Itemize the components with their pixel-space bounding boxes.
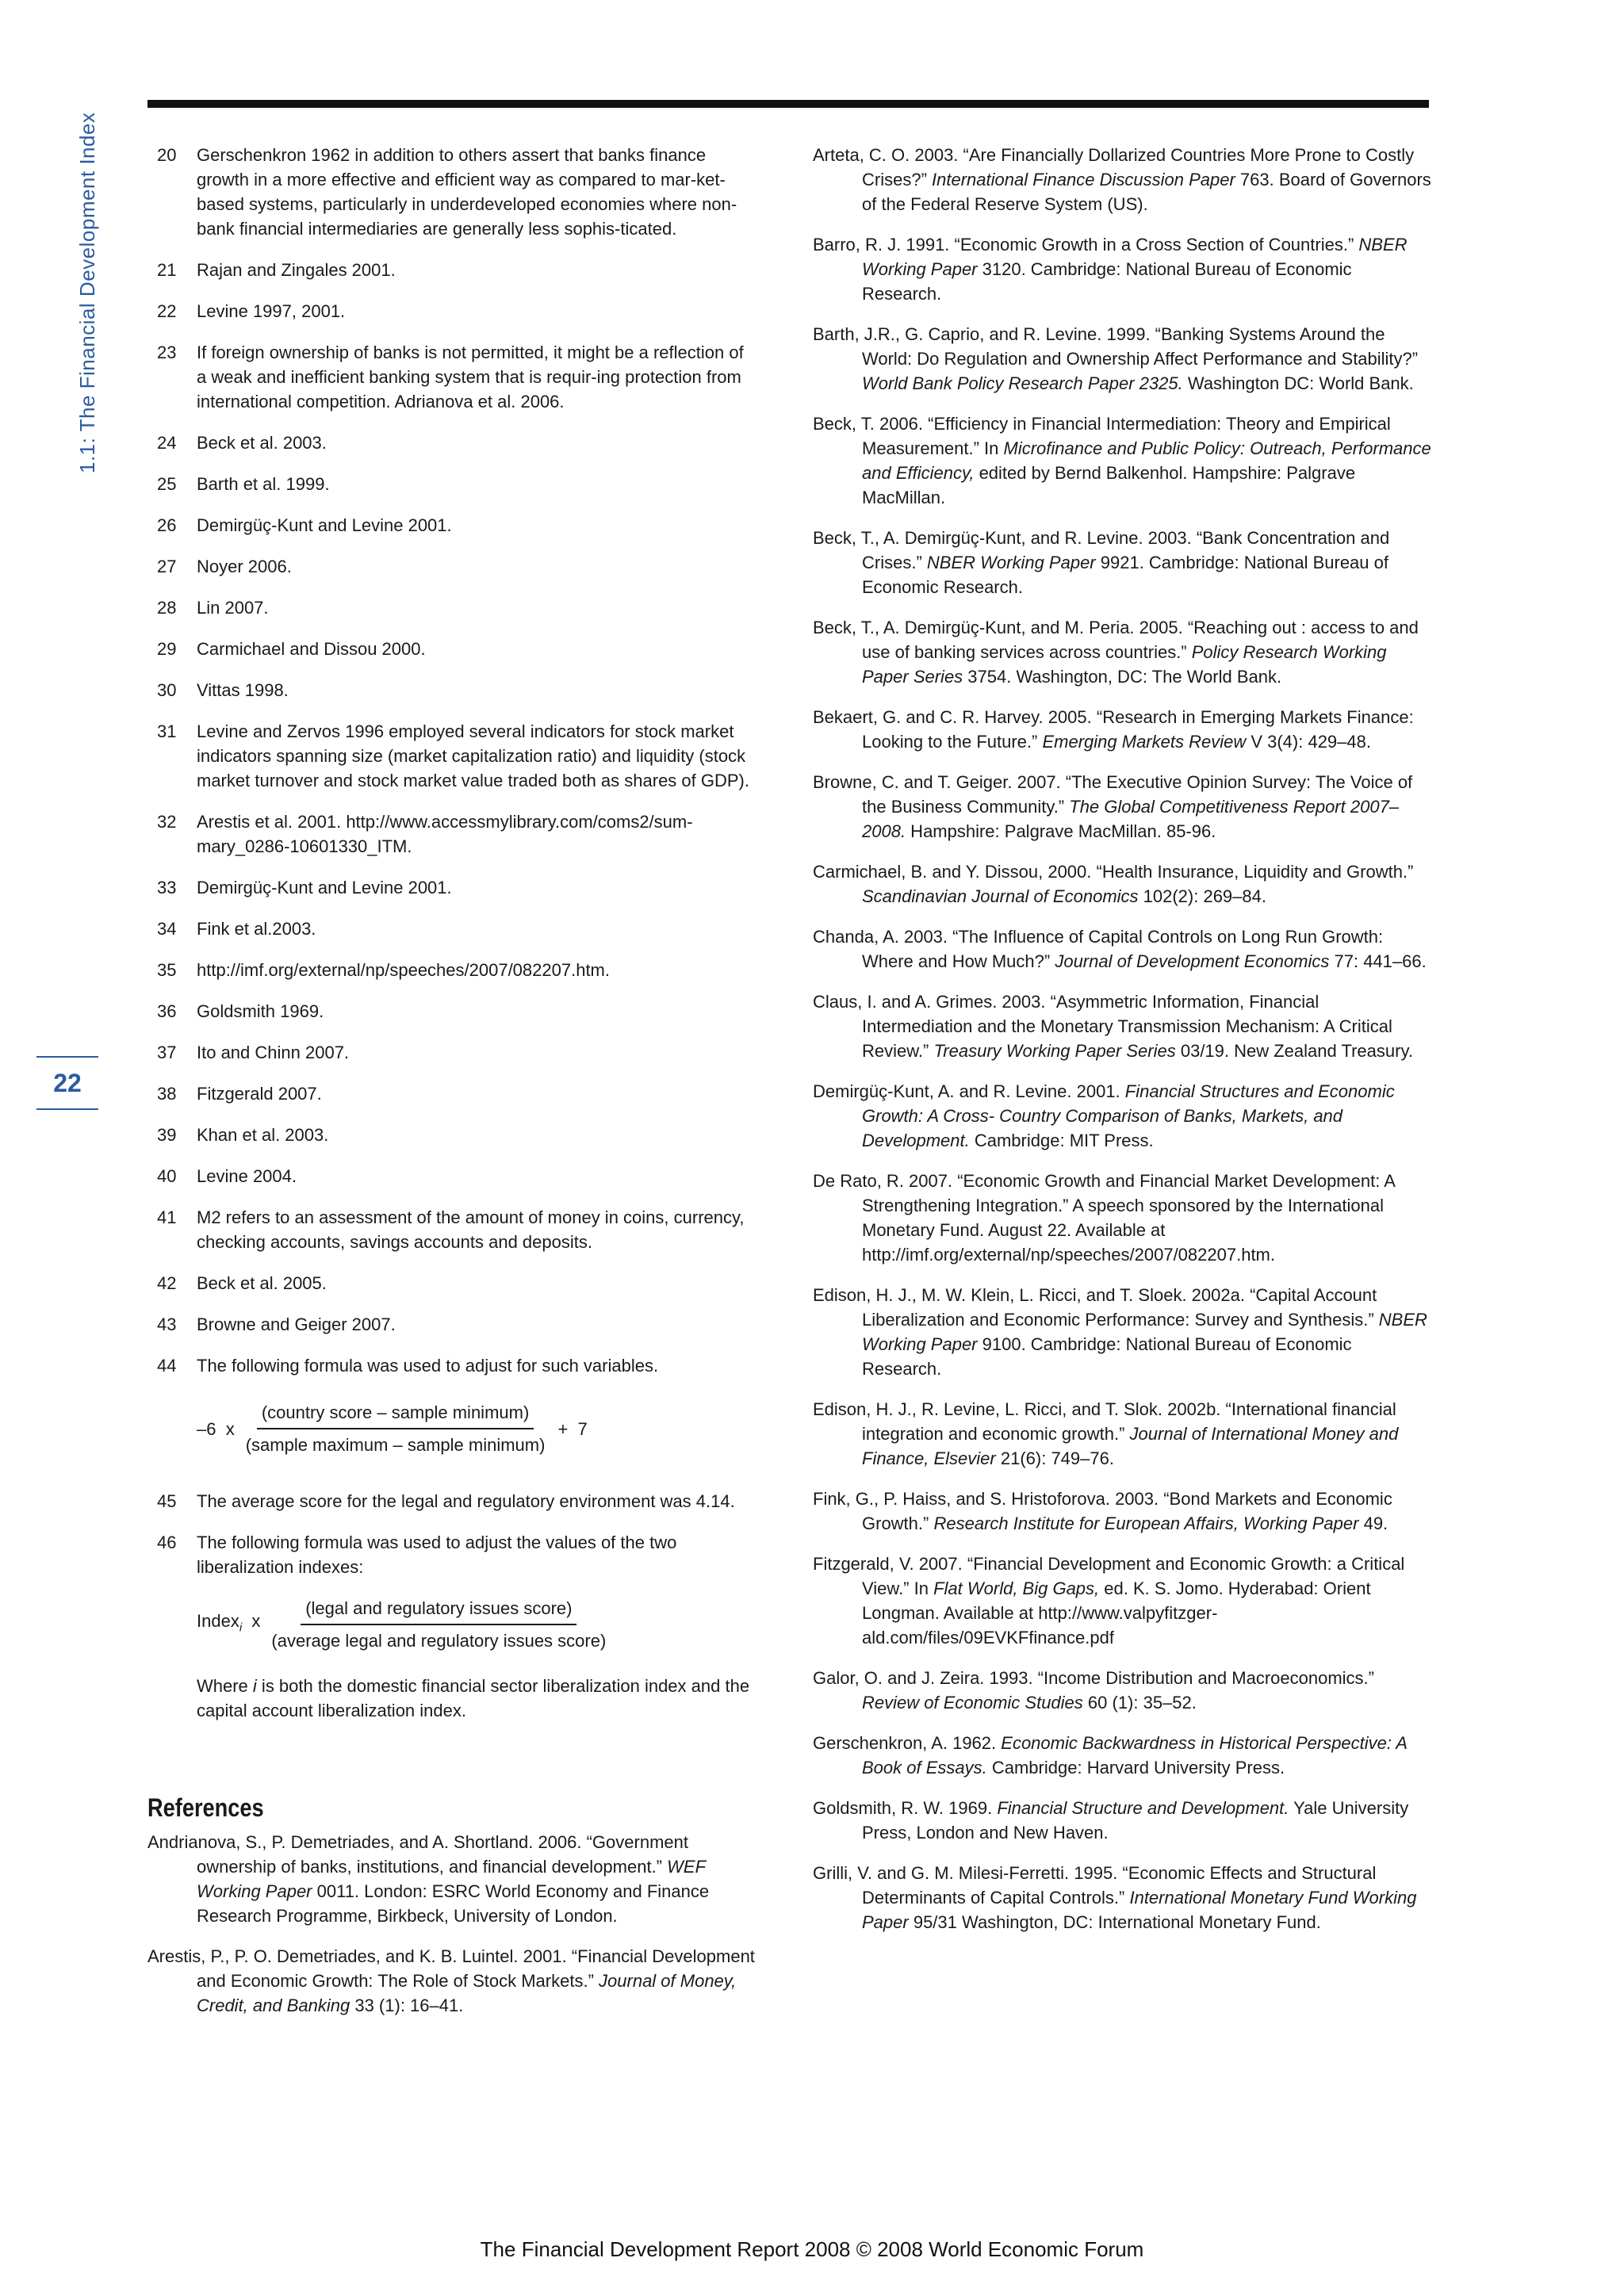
endnote-item — [147, 999, 758, 1024]
where-pre: Where — [197, 1676, 253, 1696]
reference-entry — [147, 1830, 758, 1928]
formula-rhs: + 7 — [557, 1418, 588, 1439]
reference-entry — [813, 1169, 1431, 1267]
endnote-number: 41 — [157, 1207, 177, 1227]
reference-tail: 60 (1): 35–52. — [1082, 1693, 1197, 1712]
endnote-text: Goldsmith 1969. — [197, 1001, 324, 1021]
reference-text: Arestis, P., P. O. Demetriades, and K. B. Luintel. 2001. “Financial Development and Economic Growth: The Role of Stock Markets.” — [147, 1946, 755, 1991]
endnote-text: Gerschenkron 1962 in addition to others assert that banks finance growth in a more effective and efficient way as compared to mar-ket-based systems, particularly in underdeveloped economies where non-bank financial intermediaries are generally less sophis-ticated. — [197, 145, 737, 239]
endnote-number: 38 — [157, 1084, 177, 1104]
formula2-denominator: (average legal and regulatory issues score) — [271, 1631, 607, 1651]
reference-entry — [813, 989, 1431, 1063]
endnote-number: 42 — [157, 1273, 177, 1293]
formula2-fraction — [271, 1596, 606, 1653]
endnote-number: 33 — [157, 878, 177, 897]
reference-italic: The Global Competitiveness Report 2007–2008. — [862, 797, 1400, 841]
reference-italic: Research Institute for European Affairs, Working Paper — [933, 1513, 1359, 1533]
references-heading: References — [147, 1793, 264, 1822]
endnote-text: Fitzgerald 2007. — [197, 1084, 322, 1104]
formula-liberalization — [197, 1596, 758, 1653]
reference-tail: 3754. Washington, DC: The World Bank. — [963, 667, 1282, 687]
reference-italic: World Bank Policy Research Paper 2325. — [862, 373, 1183, 393]
endnote-item — [147, 1040, 758, 1065]
reference-text: Beck, T., A. Demirgüç-Kunt, and R. Levine. 2003. “Bank Concentration and Crises.” — [813, 528, 1390, 572]
right-column — [813, 143, 1431, 1950]
endnote-number: 21 — [157, 260, 177, 280]
reference-text: De Rato, R. 2007. “Economic Growth and Financial Market Development: A Strengthening Integration.” A speech sponsored by the International Monetary Fund. August 22. Available at http://imf.org/external/np/speeches/2007/082207.htm. — [813, 1171, 1395, 1265]
reference-tail: Cambridge: Harvard University Press. — [986, 1758, 1285, 1777]
reference-text: Fitzgerald, V. 2007. “Financial Development and Economic Growth: a Critical View.” In — [813, 1554, 1405, 1598]
endnote-text: Demirgüç-Kunt and Levine 2001. — [197, 515, 452, 535]
section-side-title: 1.1: The Financial Development Index — [75, 112, 99, 473]
endnote-number: 39 — [157, 1125, 177, 1145]
endnote-number: 46 — [157, 1533, 177, 1552]
reference-tail: edited by Bernd Balkenhol. Hampshire: Palgrave MacMillan. — [862, 463, 1356, 507]
endnote-item — [147, 340, 758, 414]
page-number: 22 — [53, 1068, 82, 1097]
top-rule — [147, 100, 1429, 108]
reference-entry — [147, 1944, 758, 2018]
endnote-item — [147, 1271, 758, 1295]
endnote-text: Khan et al. 2003. — [197, 1125, 329, 1145]
endnote-text: Arestis et al. 2001. http://www.accessmylibrary.com/coms2/sum-mary_0286-10601330_ITM. — [197, 812, 693, 856]
formula2-lhs — [197, 1609, 260, 1640]
endnote-number: 23 — [157, 342, 177, 362]
reference-italic: Economic Backwardness in Historical Perspective: A Book of Essays. — [862, 1733, 1408, 1777]
endnote-item — [147, 430, 758, 455]
endnote-item — [147, 1123, 758, 1147]
reference-text: Arteta, C. O. 2003. “Are Financially Dollarized Countries More Prone to Costly Crises?” — [813, 145, 1415, 189]
left-column — [147, 143, 758, 2034]
endnote-item — [147, 1312, 758, 1337]
reference-italic: WEF Working Paper — [197, 1857, 706, 1901]
where-note — [197, 1674, 758, 1723]
where-var: i — [252, 1676, 257, 1696]
endnote-number: 31 — [157, 721, 177, 741]
endnote-item — [147, 143, 758, 241]
reference-entry — [813, 859, 1431, 909]
endnote-text: Vittas 1998. — [197, 680, 289, 700]
reference-italic: Financial Structures and Economic Growth: A Cross- Country Comparison of Banks, Markets, and Development. — [862, 1081, 1395, 1150]
endnote-item — [147, 472, 758, 496]
reference-text: Carmichael, B. and Y. Dissou, 2000. “Health Insurance, Liquidity and Growth.” — [813, 862, 1414, 882]
reference-text: Andrianova, S., P. Demetriades, and A. Shortland. 2006. “Government ownership of banks, institutions, and financial development.” — [147, 1832, 688, 1877]
reference-tail: Washington DC: World Bank. — [1182, 373, 1414, 393]
reference-italic: Journal of Money, Credit, and Banking — [197, 1971, 737, 2015]
endnote-number: 27 — [157, 557, 177, 576]
endnote-number: 25 — [157, 474, 177, 494]
reference-italic: NBER Working Paper — [862, 1310, 1427, 1354]
reference-tail: 49. — [1358, 1513, 1388, 1533]
endnote-text: Carmichael and Dissou 2000. — [197, 639, 426, 659]
formula-denominator: (sample maximum – sample minimum) — [245, 1435, 546, 1455]
reference-italic: International Finance Discussion Paper — [932, 170, 1235, 189]
reference-entry — [813, 924, 1431, 974]
reference-italic: NBER Working Paper — [862, 235, 1408, 279]
endnote-item — [147, 637, 758, 661]
endnote-item — [147, 595, 758, 620]
reference-italic: NBER Working Paper — [926, 553, 1096, 572]
reference-entry — [813, 1666, 1431, 1715]
formula-numerator: (country score – sample minimum) — [257, 1400, 534, 1429]
endnote-item — [147, 1081, 758, 1106]
endnote-item — [147, 299, 758, 323]
endnote-item — [147, 916, 758, 941]
endnote-item — [147, 513, 758, 538]
endnote-text: Barth et al. 1999. — [197, 474, 330, 494]
endnote-text: M2 refers to an assessment of the amount of money in coins, currency, checking accounts, savings accounts and deposits. — [197, 1207, 745, 1252]
reference-tail: 95/31 Washington, DC: International Monetary Fund. — [908, 1912, 1321, 1932]
reference-tail: 763. Board of Governors of the Federal Reserve System (US). — [862, 170, 1431, 214]
endnote-item — [147, 1353, 758, 1378]
endnote-item — [147, 678, 758, 702]
reference-text: Edison, H. J., M. W. Klein, L. Ricci, and T. Sloek. 2002a. “Capital Account Liberalization and Economic Performance: Survey and Synthesis.” — [813, 1285, 1379, 1330]
endnote-number: 32 — [157, 812, 177, 832]
reference-italic: Emerging Markets Review — [1042, 732, 1247, 752]
endnote-number: 24 — [157, 433, 177, 453]
reference-tail: 77: 441–66. — [1329, 951, 1427, 971]
endnote-number: 34 — [157, 919, 177, 939]
endnote-number: 35 — [157, 960, 177, 980]
formula2-times: x — [242, 1611, 261, 1632]
reference-italic: International Monetary Fund Working Paper — [862, 1888, 1417, 1932]
reference-italic: Scandinavian Journal of Economics — [862, 886, 1139, 906]
reference-italic: Flat World, Big Gaps, — [933, 1578, 1100, 1598]
reference-tail: 3120. Cambridge: National Bureau of Economic Research. — [862, 259, 1352, 304]
endnote-text: Fink et al.2003. — [197, 919, 316, 939]
reference-tail: Hampshire: Palgrave MacMillan. 85-96. — [906, 821, 1216, 841]
reference-text: Beck, T., A. Demirgüç-Kunt, and M. Peria. 2005. “Reaching out : access to and use of banking services across countries.” — [813, 618, 1419, 662]
formula-lhs: –6 x — [197, 1418, 235, 1439]
reference-text: Claus, I. and A. Grimes. 2003. “Asymmetric Information, Financial Intermediation and the Monetary Transmission Mechanism: A Critical Review.” — [813, 992, 1392, 1061]
reference-entry — [813, 1731, 1431, 1780]
endnote-item — [147, 875, 758, 900]
reference-text: Grilli, V. and G. M. Milesi-Ferretti. 1995. “Economic Effects and Structural Determinants of Capital Controls.” — [813, 1863, 1377, 1908]
reference-tail: Cambridge: MIT Press. — [969, 1131, 1154, 1150]
reference-italic: Review of Economic Studies — [862, 1693, 1083, 1712]
reference-italic: Policy Research Working Paper Series — [862, 642, 1387, 687]
endnote-text: Rajan and Zingales 2001. — [197, 260, 396, 280]
reference-entry — [813, 232, 1431, 306]
reference-text: Galor, O. and J. Zeira. 1993. “Income Distribution and Macroeconomics.” — [813, 1668, 1374, 1688]
endnote-number: 37 — [157, 1043, 177, 1062]
reference-italic: Journal of International Money and Finance, Elsevier — [862, 1424, 1399, 1468]
endnote-text: Noyer 2006. — [197, 557, 292, 576]
endnote-text: Ito and Chinn 2007. — [197, 1043, 350, 1062]
reference-entry — [813, 143, 1431, 216]
reference-entry — [813, 705, 1431, 754]
reference-entry — [813, 411, 1431, 510]
endnote-number: 44 — [157, 1356, 177, 1376]
endnote-item — [147, 719, 758, 793]
reference-tail: 33 (1): 16–41. — [350, 1996, 464, 2015]
endnote-text: The following formula was used to adjust the values of the two liberalization indexes: — [197, 1533, 677, 1577]
reference-entry — [813, 1796, 1431, 1845]
endnote-text: Levine 2004. — [197, 1166, 297, 1186]
reference-italic: Microfinance and Public Policy: Outreach, Performance and Efficiency, — [862, 438, 1431, 483]
reference-text: Gerschenkron, A. 1962. — [813, 1733, 1002, 1753]
endnote-number: 29 — [157, 639, 177, 659]
reference-text: Edison, H. J., R. Levine, L. Ricci, and T. Slok. 2002b. “International financial integration and economic growth.” — [813, 1399, 1396, 1444]
endnote-number: 22 — [157, 301, 177, 321]
endnote-item — [147, 1530, 758, 1579]
reference-entry — [813, 322, 1431, 396]
reference-text: Goldsmith, R. W. 1969. — [813, 1798, 998, 1818]
reference-tail: 03/19. New Zealand Treasury. — [1175, 1041, 1413, 1061]
reference-tail: V 3(4): 429–48. — [1246, 732, 1371, 752]
formula-fraction — [246, 1400, 546, 1457]
reference-entry — [813, 1552, 1431, 1650]
endnote-text: The average score for the legal and regulatory environment was 4.14. — [197, 1491, 735, 1511]
reference-text: Bekaert, G. and C. R. Harvey. 2005. “Research in Emerging Markets Finance: Looking to the Future.” — [813, 707, 1414, 752]
endnote-number: 26 — [157, 515, 177, 535]
endnote-item — [147, 809, 758, 859]
reference-italic: Journal of Development Economics — [1055, 951, 1330, 971]
endnote-item — [147, 958, 758, 982]
endnote-number: 36 — [157, 1001, 177, 1021]
reference-italic: Financial Structure and Development. — [997, 1798, 1289, 1818]
endnote-item — [147, 554, 758, 579]
reference-entry — [813, 526, 1431, 599]
where-post: is both the domestic financial sector liberalization index and the capital account liberalization index. — [197, 1676, 750, 1720]
endnote-number: 30 — [157, 680, 177, 700]
formula2-subscript: i — [239, 1621, 243, 1635]
reference-tail: ed. K. S. Jomo. Hyderabad: Orient Longman. Available at http://www.valpyfitzger-ald.com/files/09EVKFfinance.pdf — [862, 1578, 1371, 1647]
endnote-text: http://imf.org/external/np/speeches/2007/082207.htm. — [197, 960, 610, 980]
reference-tail: 9100. Cambridge: National Bureau of Economic Research. — [862, 1334, 1352, 1379]
endnote-text: Lin 2007. — [197, 598, 269, 618]
formula-adjustment — [197, 1400, 758, 1457]
endnote-item — [147, 258, 758, 282]
reference-text: Barro, R. J. 1991. “Economic Growth in a Cross Section of Countries.” — [813, 235, 1359, 254]
endnote-item — [147, 1205, 758, 1254]
page-footer: The Financial Development Report 2008 © 2008 World Economic Forum — [480, 2237, 1144, 2261]
reference-entry — [813, 615, 1431, 689]
endnote-text: Levine and Zervos 1996 employed several indicators for stock market indicators spanning size (market capitalization ratio) and liquidity (stock market turnover and stock market value traded both as shares of GDP). — [197, 721, 749, 790]
references-list-right — [813, 143, 1431, 1934]
reference-text: Demirgüç-Kunt, A. and R. Levine. 2001. — [813, 1081, 1125, 1101]
reference-entry — [813, 770, 1431, 844]
reference-italic: Treasury Working Paper Series — [933, 1041, 1176, 1061]
endnote-number: 20 — [157, 145, 177, 165]
endnote-text: Beck et al. 2003. — [197, 433, 327, 453]
reference-entry — [813, 1079, 1431, 1153]
reference-text: Browne, C. and T. Geiger. 2007. “The Executive Opinion Survey: The Voice of the Business Community.” — [813, 772, 1413, 817]
formula2-lhs-text: Index — [197, 1611, 239, 1632]
page-number-box — [36, 1056, 98, 1110]
endnotes-list-b — [147, 1489, 758, 1579]
reference-text: Chanda, A. 2003. “The Influence of Capital Controls on Long Run Growth: Where and How Much?” — [813, 927, 1384, 971]
reference-tail: 21(6): 749–76. — [995, 1448, 1114, 1468]
reference-entry — [813, 1487, 1431, 1536]
endnote-text: Browne and Geiger 2007. — [197, 1314, 396, 1334]
endnote-number: 43 — [157, 1314, 177, 1334]
endnotes-list-a — [147, 143, 758, 1378]
endnote-number: 40 — [157, 1166, 177, 1186]
references-list-left — [147, 1830, 758, 2018]
endnote-text: The following formula was used to adjust for such variables. — [197, 1356, 659, 1376]
reference-tail: 0011. London: ESRC World Economy and Finance Research Programme, Birkbeck, University of London. — [197, 1881, 710, 1926]
reference-entry — [813, 1283, 1431, 1381]
endnote-number: 28 — [157, 598, 177, 618]
endnote-item — [147, 1489, 758, 1513]
formula2-numerator: (legal and regulatory issues score) — [301, 1596, 576, 1625]
reference-tail: 9921. Cambridge: National Bureau of Economic Research. — [862, 553, 1388, 597]
reference-text: Fink, G., P. Haiss, and S. Hristoforova. 2003. “Bond Markets and Economic Growth.” — [813, 1489, 1392, 1533]
reference-text: Beck, T. 2006. “Efficiency in Financial Intermediation: Theory and Empirical Measurement.” In — [813, 414, 1391, 458]
endnote-number: 45 — [157, 1491, 177, 1511]
reference-text: Barth, J.R., G. Caprio, and R. Levine. 1999. “Banking Systems Around the World: Do Regulation and Ownership Affect Performance and Stability?” — [813, 324, 1419, 369]
endnote-text: If foreign ownership of banks is not permitted, it might be a reflection of a weak and inefficient banking system that is requir-ing protection from international competition. Adrianova et al. 2006. — [197, 342, 744, 411]
reference-entry — [813, 1861, 1431, 1934]
reference-tail: Yale University Press, London and New Haven. — [862, 1798, 1409, 1843]
endnote-text: Levine 1997, 2001. — [197, 301, 346, 321]
endnote-text: Demirgüç-Kunt and Levine 2001. — [197, 878, 452, 897]
reference-tail: 102(2): 269–84. — [1138, 886, 1266, 906]
reference-entry — [813, 1397, 1431, 1471]
endnote-item — [147, 1164, 758, 1188]
endnote-text: Beck et al. 2005. — [197, 1273, 327, 1293]
